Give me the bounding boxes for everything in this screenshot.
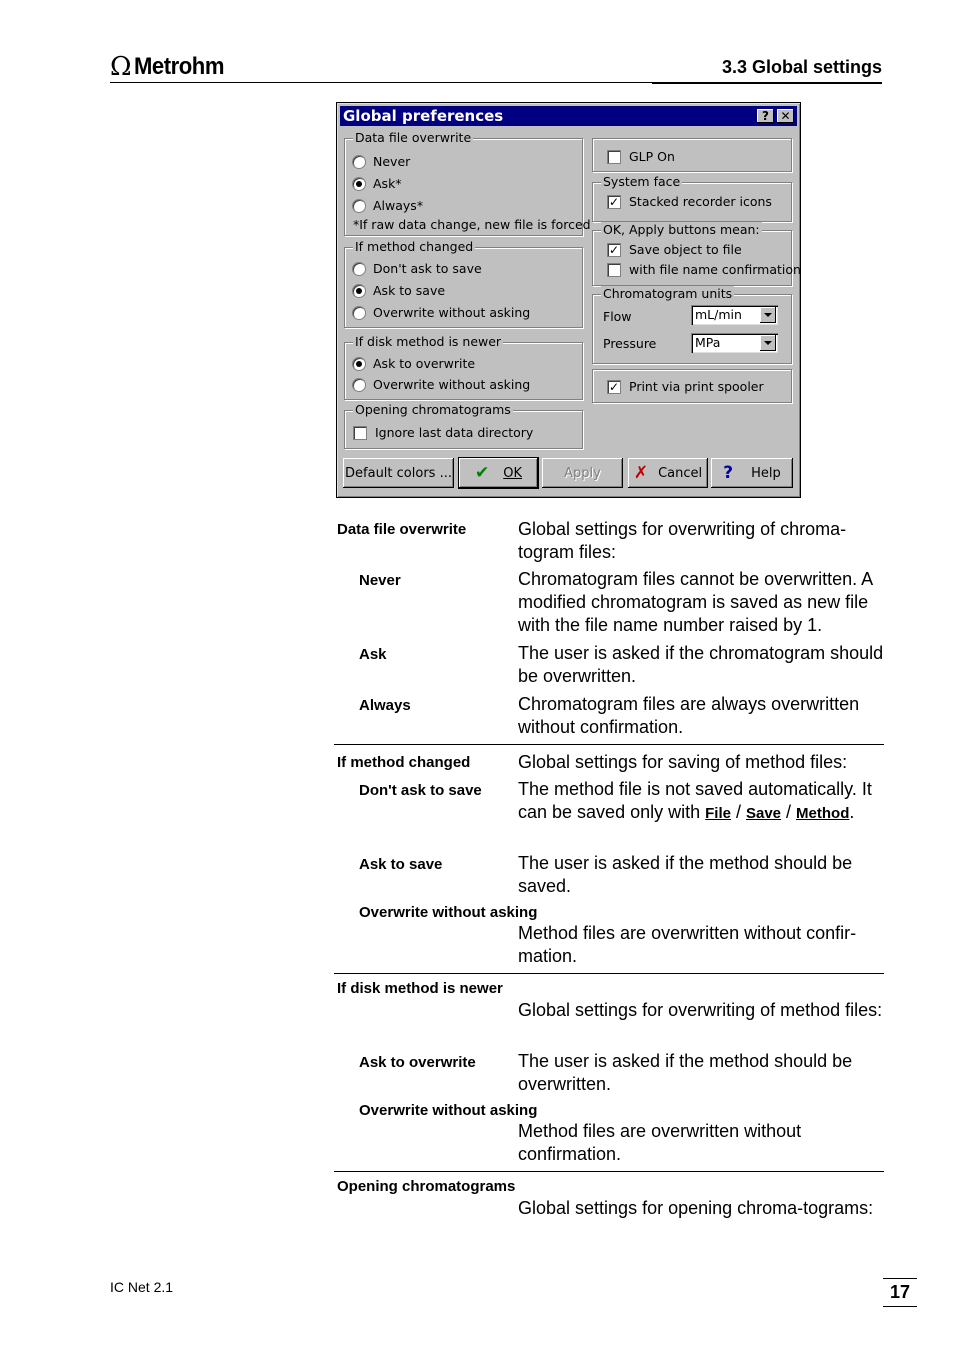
term-opening-chromatograms: Opening chromatograms [337, 1178, 516, 1195]
forced-note: *If raw data change, new file is forced [353, 217, 591, 232]
flow-label: Flow [603, 309, 632, 324]
radio-circle[interactable] [352, 177, 366, 191]
checkbox-ignore-last-directory[interactable]: Ignore last data directory [353, 425, 533, 440]
term-dont-ask-to-save: Don't ask to save [359, 782, 482, 799]
term-ask-to-overwrite: Ask to overwrite [359, 1054, 476, 1071]
checkmark-icon[interactable]: ✓ [608, 379, 620, 394]
glp-group [592, 138, 792, 172]
desc-always: Chromatogram files are always overwritten without confirmation. [518, 694, 860, 737]
group-legend: Chromatogram units [603, 286, 733, 301]
group-legend: Opening chromatograms [355, 402, 511, 417]
desc-ask-to-overwrite: The user is asked if the method should be overwritten. [518, 1051, 853, 1094]
radio-circle[interactable] [352, 262, 366, 276]
page-number: 17 [883, 1278, 917, 1307]
radio-circle[interactable] [352, 306, 366, 320]
desc-overwrite-without-asking-2: Method files are overwritten without confirmation. [518, 1121, 802, 1164]
radio-overwrite-without-asking-2[interactable]: Overwrite without asking [352, 377, 530, 392]
opening-chromatograms-group [344, 402, 583, 449]
header-rule-thick [652, 82, 882, 84]
ok-apply-group [592, 222, 801, 286]
cross-icon: ✗ [633, 463, 649, 483]
system-face-group [592, 174, 792, 222]
radio-circle[interactable] [352, 199, 366, 213]
term-if-method-changed: If method changed [337, 754, 471, 771]
radio-always[interactable]: Always* [352, 198, 423, 213]
checkbox-box[interactable] [353, 426, 367, 440]
pressure-label: Pressure [603, 336, 657, 351]
menu-save: Save [745, 805, 782, 822]
radio-ask-to-save[interactable]: Ask to save [352, 283, 445, 298]
checkbox-stacked-recorder-icons[interactable]: ✓ Stacked recorder icons [608, 194, 772, 209]
checkmark-icon[interactable]: ✓ [608, 242, 620, 257]
chevron-down-icon[interactable] [760, 335, 776, 351]
term-data-file-overwrite: Data file overwrite [337, 521, 467, 538]
close-button[interactable]: ✕ [777, 109, 794, 123]
checkbox-glp-on[interactable]: GLP On [607, 149, 675, 164]
cancel-button[interactable]: ✗ Cancel [628, 458, 708, 488]
term-if-disk-method-newer: If disk method is newer [337, 980, 503, 997]
term-never: Never [359, 572, 401, 589]
apply-button[interactable]: Apply [542, 458, 623, 488]
if-disk-method-newer-group [344, 334, 583, 400]
term-always: Always [359, 697, 411, 714]
checkmark-icon[interactable]: ✓ [608, 194, 620, 209]
radio-overwrite-without-asking[interactable]: Overwrite without asking [352, 305, 530, 320]
question-icon: ? [723, 463, 734, 483]
global-preferences-dialog [336, 102, 801, 498]
radio-circle[interactable] [352, 284, 366, 298]
radio-never[interactable]: Never [352, 154, 410, 169]
radio-dont-ask-to-save[interactable]: Don't ask to save [352, 261, 482, 276]
desc-overwrite-without-asking: Method files are overwritten without confir-mation. [518, 923, 857, 966]
radio-circle[interactable] [352, 378, 366, 392]
desc-dont-ask-to-save: The method file is not saved automatically. It can be saved only with File / Save / Method. [518, 779, 872, 822]
desc-if-disk-method-newer: Global settings for overwriting of method files: [518, 1000, 883, 1020]
footer-product: IC Net 2.1 [110, 1279, 174, 1295]
group-legend: If method changed [355, 239, 474, 254]
chromatogram-units-group [592, 286, 792, 364]
checkbox-print-spooler[interactable]: ✓ Print via print spooler [608, 379, 764, 394]
help-button[interactable]: ? Help [711, 458, 793, 488]
group-legend: OK, Apply buttons mean: [603, 222, 760, 237]
help-title-button[interactable]: ? [757, 109, 774, 123]
omega-icon: Ω [110, 52, 132, 82]
radio-circle[interactable] [352, 155, 366, 169]
desc-never: Chromatogram files cannot be overwritten. A modified chromatogram is saved as new file with the file name number raised by 1. [518, 569, 873, 635]
checkbox-box[interactable] [607, 150, 621, 164]
metrohm-logo [110, 52, 231, 82]
radio-circle[interactable] [352, 357, 366, 371]
checkbox-box[interactable] [607, 263, 621, 277]
flow-select[interactable]: mL/min [691, 305, 778, 325]
section-divider [334, 1171, 884, 1172]
section-divider [334, 973, 884, 974]
section-title: 3.3 Global settings [721, 57, 882, 77]
term-ask-to-save: Ask to save [359, 856, 443, 873]
checkbox-save-object[interactable]: ✓ Save object to file [608, 242, 742, 257]
ok-button[interactable]: ✔ OK [459, 458, 538, 488]
if-method-changed-group [344, 239, 583, 328]
brand-name: Metrohm [133, 53, 224, 80]
term-ask: Ask [359, 646, 387, 663]
dialog-titlebar[interactable] [340, 106, 797, 126]
term-overwrite-without-asking-2: Overwrite without asking [359, 1102, 538, 1119]
default-colors-button[interactable]: Default colors ... [343, 458, 454, 488]
data-file-overwrite-group [344, 130, 591, 236]
desc-ask-to-save: The user is asked if the method should be saved. [518, 853, 853, 896]
pressure-select[interactable]: MPa [691, 333, 778, 353]
desc-opening-chromatograms: Global settings for opening chroma-tograms: [518, 1198, 874, 1218]
desc-ask: The user is asked if the chromatogram should be overwritten. [518, 643, 884, 686]
group-legend: Data file overwrite [355, 130, 472, 145]
radio-ask-to-overwrite[interactable]: Ask to overwrite [352, 356, 475, 371]
section-divider [334, 744, 884, 745]
checkmark-icon: ✔ [474, 463, 490, 483]
desc-data-file-overwrite: Global settings for overwriting of chroma-togram files: [518, 519, 847, 562]
desc-if-method-changed: Global settings for saving of method files: [518, 752, 848, 772]
dialog-title: Global preferences [343, 107, 504, 125]
group-legend: If disk method is newer [355, 334, 502, 349]
menu-method: Method [796, 805, 850, 822]
chevron-down-icon[interactable] [760, 307, 776, 323]
print-group [592, 369, 792, 403]
checkbox-file-name-confirmation[interactable]: with file name confirmation [607, 262, 801, 277]
term-overwrite-without-asking: Overwrite without asking [359, 904, 538, 921]
radio-ask[interactable]: Ask* [352, 176, 402, 191]
menu-file: File [705, 805, 731, 822]
group-legend: System face [603, 174, 681, 189]
